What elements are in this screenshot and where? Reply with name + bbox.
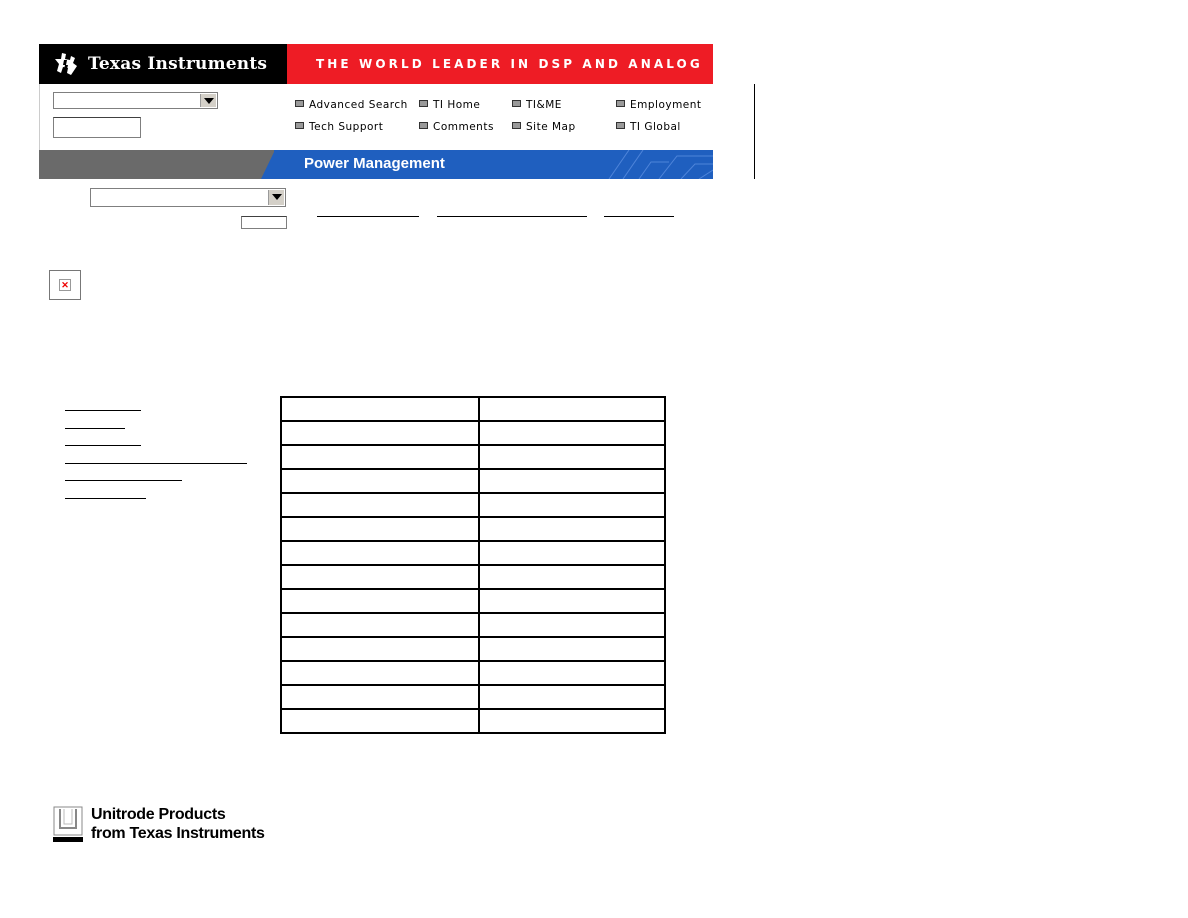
bullet-icon [419,122,428,129]
bullet-icon [616,122,625,129]
site-select-dropdown[interactable] [53,92,218,109]
bullet-icon [295,122,304,129]
circuit-pattern-icon [599,150,713,179]
tagline-banner [287,44,713,84]
nav-label: Advanced Search [309,99,408,111]
sidebar-link[interactable] [65,463,247,464]
table-row [282,612,664,614]
sidebar-link[interactable] [65,428,125,429]
sidebar-link[interactable] [65,498,146,499]
table-row [282,588,664,590]
bullet-icon [512,122,521,129]
unitrode-logo-icon [53,806,83,842]
nav-label: TI Home [433,99,481,111]
table-row [282,636,664,638]
product-select-dropdown[interactable] [90,188,286,207]
unitrode-logo-text [91,805,265,843]
broken-image [49,270,81,300]
link-placeholder[interactable] [604,216,674,217]
table-row [282,516,664,518]
nav-label: TI&ME [526,99,562,111]
nav-label: Site Map [526,121,576,133]
nav-label: TI Global [630,121,681,133]
divider [754,84,755,179]
logo-line-2: from Texas Instruments [91,825,265,842]
bullet-icon [419,100,428,107]
go-button[interactable] [241,216,287,229]
search-input[interactable] [53,117,141,138]
nav-employment[interactable] [616,99,702,111]
sidebar-link[interactable] [65,480,182,481]
nav-advanced-search[interactable] [295,99,408,111]
bullet-icon [616,100,625,107]
sidebar-link[interactable] [65,410,141,411]
ti-logo[interactable] [39,44,287,84]
nav-ti-global[interactable] [616,121,681,133]
ti-state-icon [53,51,79,77]
broken-image-icon: ✕ [59,279,71,291]
table-row [282,492,664,494]
table-row [282,660,664,662]
nav-label: Employment [630,99,702,111]
logo-line-1: Unitrode Products [91,806,226,823]
nav-tech-support[interactable] [295,121,383,133]
banner-slant [261,150,275,179]
table-row [282,420,664,422]
nav-label: Tech Support [309,121,384,133]
table-row [282,540,664,542]
link-placeholder[interactable] [317,216,419,217]
bullet-icon [512,100,521,107]
nav-label: Comments [433,121,494,133]
table-row [282,468,664,470]
sidebar-link[interactable] [65,445,141,446]
nav-ti-me[interactable] [512,99,562,111]
table-row [282,444,664,446]
table-row [282,564,664,566]
nav-comments[interactable] [419,121,494,133]
section-title: Power Management [304,155,445,172]
section-banner [39,150,713,179]
nav-ti-home[interactable] [419,99,480,111]
bullet-icon [295,100,304,107]
data-table [280,396,666,734]
link-placeholder[interactable] [437,216,587,217]
nav-site-map[interactable] [512,121,576,133]
chevron-down-icon[interactable] [200,94,216,107]
tagline-text: THE WORLD LEADER IN DSP AND ANALOG [316,57,703,71]
brand-name: Texas Instruments [88,54,268,74]
table-row [282,708,664,710]
chevron-down-icon[interactable] [268,190,284,205]
table-row [282,684,664,686]
